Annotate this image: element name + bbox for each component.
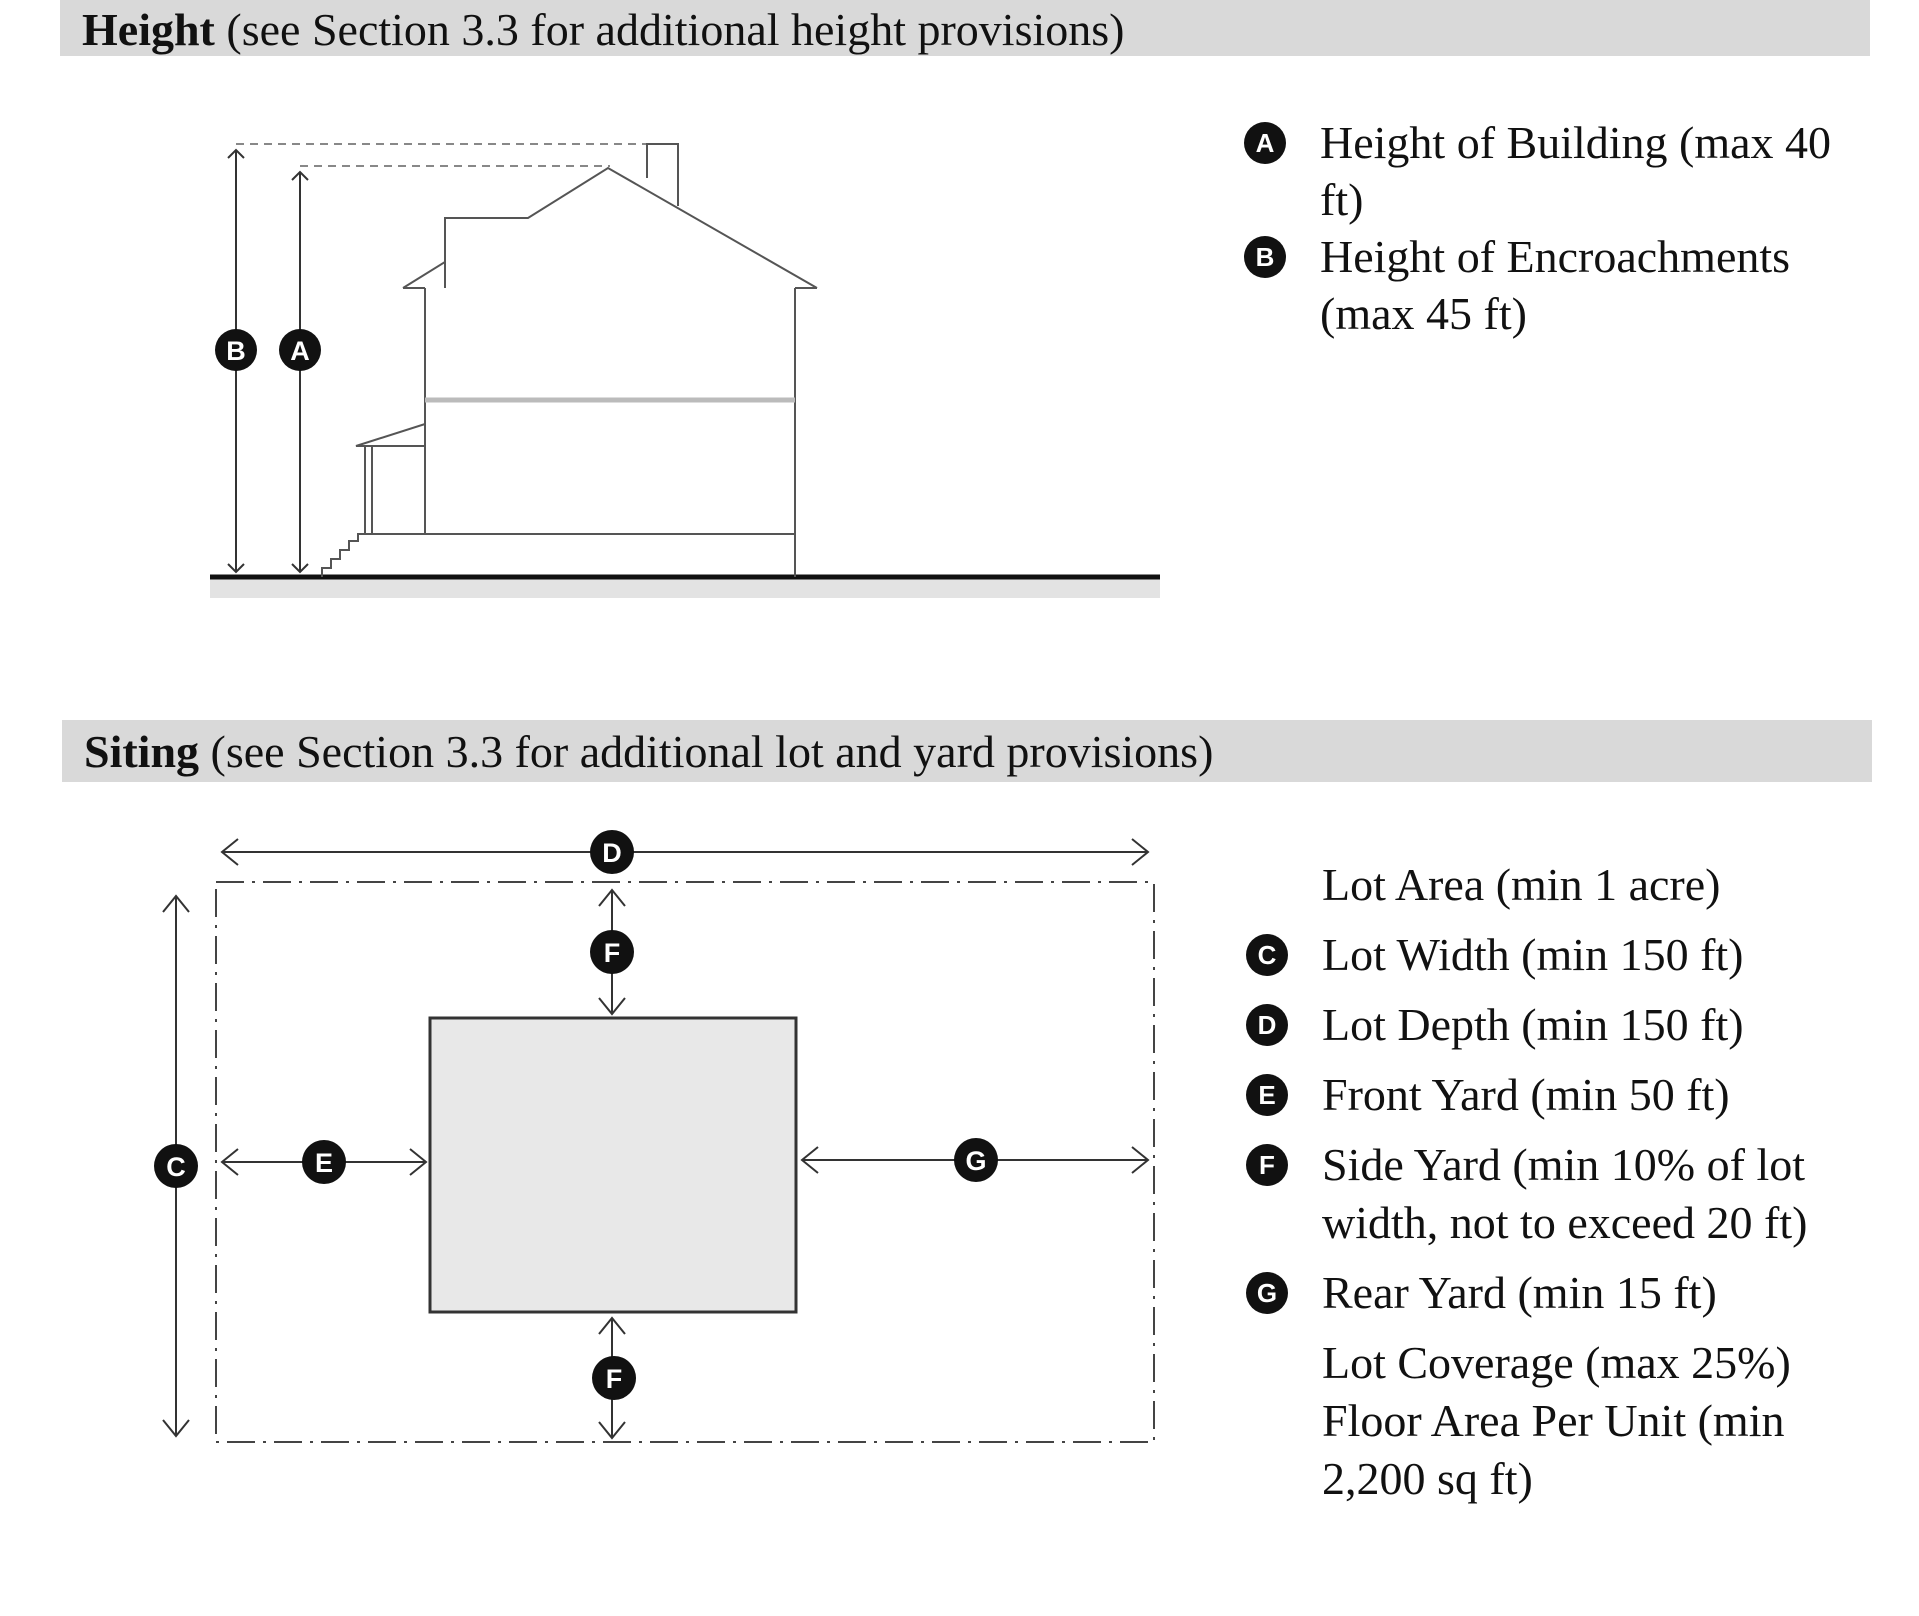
legend-item-side-yard <box>1246 1136 1856 1252</box>
legend-text: Floor Area Per Unit (min 2,200 sq ft) <box>1322 1395 1785 1504</box>
legend-item-height-of-building <box>1244 114 1854 228</box>
marker-e-icon <box>302 1140 346 1184</box>
siting-title-rest: (see Section 3.3 for additional lot and yard provisions) <box>199 726 1214 777</box>
legend-text: Lot Depth (min 150 ft) <box>1322 999 1744 1050</box>
height-legend <box>1244 114 1854 342</box>
legend-text: Lot Coverage (max 25%) <box>1322 1337 1791 1388</box>
legend-item-lot-depth <box>1246 996 1856 1054</box>
legend-item-front-yard <box>1246 1066 1856 1124</box>
marker-d-icon: D <box>1246 1004 1288 1046</box>
marker-a-icon: A <box>1244 122 1286 164</box>
height-title-rest: (see Section 3.3 for additional height provisions) <box>214 4 1125 55</box>
building-footprint <box>430 1018 796 1312</box>
svg-text:C: C <box>166 1152 186 1182</box>
legend-item-lot-area <box>1246 856 1856 914</box>
legend-text: Height of Building (max 40 ft) <box>1320 117 1832 225</box>
legend-item-rear-yard <box>1246 1264 1856 1322</box>
legend-text: Lot Width (min 150 ft) <box>1322 929 1744 980</box>
legend-item-height-of-encroachments <box>1244 228 1854 342</box>
marker-c-icon: C <box>1246 934 1288 976</box>
svg-text:F: F <box>603 938 621 968</box>
legend-text: Height of Encroachments (max 45 ft) <box>1320 231 1791 339</box>
legend-item-lot-width <box>1246 926 1856 984</box>
svg-text:F: F <box>605 1364 623 1394</box>
marker-f-icon: F <box>1246 1144 1288 1186</box>
legend-text: Front Yard (min 50 ft) <box>1322 1069 1730 1120</box>
svg-text:G: G <box>965 1146 987 1176</box>
marker-f-bottom-icon <box>592 1356 636 1400</box>
siting-legend <box>1246 856 1856 1520</box>
svg-text:E: E <box>314 1148 334 1178</box>
svg-text:D: D <box>602 838 622 868</box>
marker-b-icon: B <box>1244 236 1286 278</box>
svg-text:A: A <box>290 336 310 366</box>
siting-title-bold: Siting <box>84 726 200 777</box>
legend-text: Lot Area (min 1 acre) <box>1322 859 1721 910</box>
marker-g-icon: G <box>1246 1272 1288 1314</box>
marker-d-icon <box>590 830 634 874</box>
legend-text: Rear Yard (min 15 ft) <box>1322 1267 1717 1318</box>
marker-g-icon <box>954 1138 998 1182</box>
legend-item-floor-area <box>1246 1392 1856 1508</box>
svg-text:B: B <box>226 336 246 366</box>
marker-f-top-icon <box>590 930 634 974</box>
marker-e-icon: E <box>1246 1074 1288 1116</box>
legend-item-lot-coverage <box>1246 1334 1856 1392</box>
marker-c-icon <box>154 1144 198 1188</box>
height-title-bold: Height <box>82 4 215 55</box>
legend-text: Side Yard (min 10% of lot width, not to exceed 20 ft) <box>1322 1139 1808 1248</box>
